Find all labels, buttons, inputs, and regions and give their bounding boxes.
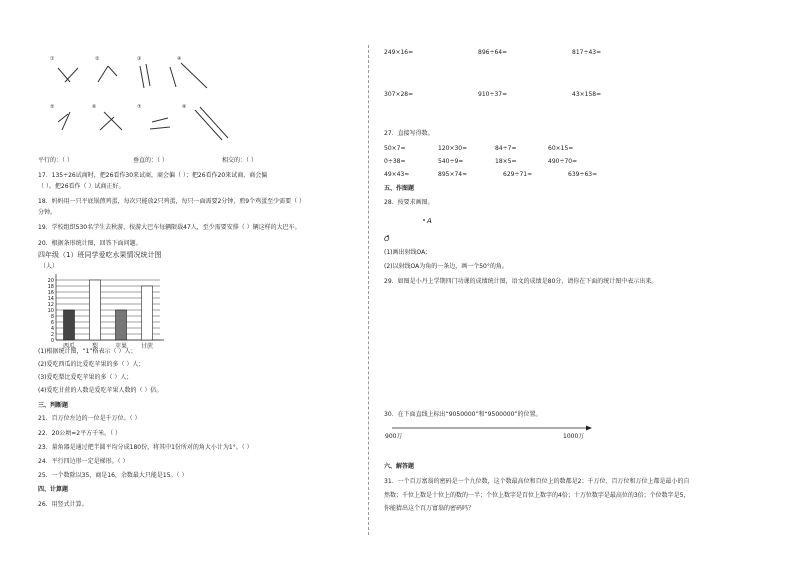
question-18-cont: 分钟。	[38, 209, 57, 216]
y-tick-label: 12	[47, 302, 54, 308]
y-tick-label: 20	[47, 278, 54, 284]
question-17: 17．135÷26试商时，把26看作30来试商，商会偏（ ）；把26看作20来试商，商会偏	[38, 172, 268, 179]
question-20-1: (1)根据统计图，“1”格表示（ ）人；	[38, 348, 137, 355]
direct-2-3: 18×5=	[495, 158, 517, 165]
question-29: 29．如图是小丹上学期四门功课的成绩统计图，语文的成绩是80分，请你在下面的统计图中表示出来。	[384, 278, 658, 285]
column-divider	[368, 45, 369, 535]
x-tick-label: 梨	[91, 343, 99, 350]
chart-unit-label: （人）	[40, 263, 59, 270]
direct-1-1: 50×7=	[384, 145, 406, 152]
question-28: 28．按要求画图。	[384, 199, 434, 206]
point-o-label: O	[384, 235, 390, 243]
y-tick-label: 14	[47, 296, 54, 302]
y-tick-label: 0	[50, 338, 54, 344]
question-31-line-1: 31．一个百万富翁的密码是一个九位数，这个数最高位和百位上的数都是2；千万位、百万位和万位上都是最小的自	[384, 478, 690, 485]
x-tick-label: 苹果	[114, 343, 128, 350]
figure-label: ⑦	[137, 104, 142, 110]
question-19: 19．学校组织530名学生去秋游，按游大巴车每辆限载47人，至少需要安排（ ）辆这样的大巴车。	[38, 224, 301, 231]
y-tick-label: 4	[50, 326, 54, 332]
calc-1-3: 817÷43=	[572, 49, 602, 56]
bar	[142, 286, 153, 340]
y-tick-label: 18	[47, 284, 54, 290]
classify-perpendicular: 垂直的：（ ）	[133, 157, 168, 164]
number-line-left-label: 900万	[385, 433, 403, 440]
figure-label: ②	[95, 56, 100, 62]
y-tick-label: 16	[47, 290, 54, 296]
question-20-3: (3)爱吃梨比爱吃苹果的多（ ）人；	[38, 374, 133, 381]
calc-2-1: 307×28=	[384, 91, 414, 98]
direct-2-4: 490÷70=	[548, 158, 578, 165]
direct-3-1: 49×43≈	[384, 171, 410, 178]
point-a-label: A	[427, 217, 432, 225]
direct-3-2: 895×74≈	[438, 171, 468, 178]
section-3-heading: 三、判断题	[38, 402, 69, 409]
direct-1-3: 84÷7=	[495, 145, 517, 152]
section-5-heading: 五、作图题	[384, 185, 415, 192]
question-24: 24．平行四边形一定是梯形。（ ）	[38, 458, 129, 465]
question-25: 25．一个数除以35，商是16，余数最大只能是15。（ ）	[38, 472, 188, 479]
direct-2-1: 0÷38=	[384, 158, 406, 165]
x-tick-label: 甘蔗	[140, 343, 154, 350]
number-line-right-label: 1000万	[563, 433, 585, 440]
calc-1-2: 896÷64=	[478, 49, 508, 56]
figure-label: ⑥	[92, 104, 97, 110]
direct-2-2: 540÷9=	[438, 158, 464, 165]
classify-intersect: 相交的：（ ）	[222, 157, 257, 164]
question-31-line-2: 然数；千位上数是十位上的数的一半；个位上数字是百位上数字的4倍；十万位数字是最高位的3倍；个位数字是5，	[384, 492, 690, 499]
question-17-cont: （ ）。把26看作（ ）试商正好。	[38, 183, 125, 190]
figure-label: ③	[137, 56, 142, 62]
figure-label: ⑤	[50, 104, 55, 110]
section-6-heading: 六、解答题	[384, 463, 415, 470]
direct-3-4: 639÷63≈	[568, 171, 598, 178]
question-28-2: (2)以射线OA为角的一条边，画一个50°的角。	[384, 263, 508, 270]
bar	[116, 310, 127, 340]
question-18: 18．妈妈用一只平底锅煎鸡蛋，每次只能放2只鸡蛋，每只一面需要2分钟，煎9个鸡蛋至少需要（ ）	[38, 198, 305, 205]
line-figures	[40, 50, 240, 145]
bar	[64, 310, 75, 340]
direct-1-2: 120×30=	[438, 145, 468, 152]
direct-1-4: 60×15=	[548, 145, 574, 152]
question-30: 30．在下面直线上标出“9050000”和“9500000”的位置。	[384, 411, 542, 418]
question-23: 23．量角器是通过把半圆平均分成180份，将其中1份所对的角大小计为1°。（ ）	[38, 444, 253, 451]
calc-1-1: 249×16=	[384, 49, 414, 56]
y-tick-label: 2	[50, 332, 54, 338]
question-27: 27．直接写得数。	[384, 130, 434, 137]
section-4-heading: 四、计算题	[38, 486, 69, 493]
y-tick-label: 10	[47, 308, 54, 314]
bar-chart-fruits	[38, 260, 173, 350]
y-tick-label: 6	[50, 320, 54, 326]
question-21: 21．百万位左边的一位是千万位。（ ）	[38, 415, 141, 422]
question-28-1: (1)画出射线OA;	[384, 249, 428, 256]
x-tick-label: 西瓜	[62, 343, 76, 350]
figure-label: ④	[177, 56, 182, 62]
chart-title: 四年级（1）班同学爱吃水果情况统计图	[38, 251, 162, 259]
question-22: 22．20公顷=2平方千米。（ ）	[38, 430, 122, 437]
figure-label: ①	[50, 56, 55, 62]
figure-label: ⑧	[182, 104, 187, 110]
calc-2-3: 43×158=	[572, 91, 602, 98]
classify-parallel: 平行的：（ ）	[38, 157, 73, 164]
question-20: 20．根据条形统计图，回答下面问题。	[38, 240, 142, 247]
calc-2-2: 910÷37=	[478, 91, 508, 98]
y-tick-label: 8	[50, 314, 54, 320]
question-20-4: (4)爱吃甘蔗的人数是爱吃苹果人数的（ ）倍。	[38, 387, 163, 394]
bar	[90, 280, 101, 340]
bar-chart-scores	[376, 290, 566, 408]
direct-3-3: 629÷71≈	[503, 171, 533, 178]
question-31-line-3: 你能猜出这个百万富翁的密码吗？	[384, 505, 475, 512]
question-20-2: (2)爱吃西瓜的比爱吃苹果的多（ ）人；	[38, 361, 145, 368]
point-a-dot	[423, 219, 425, 221]
question-26: 26．用竖式计算。	[38, 501, 88, 508]
